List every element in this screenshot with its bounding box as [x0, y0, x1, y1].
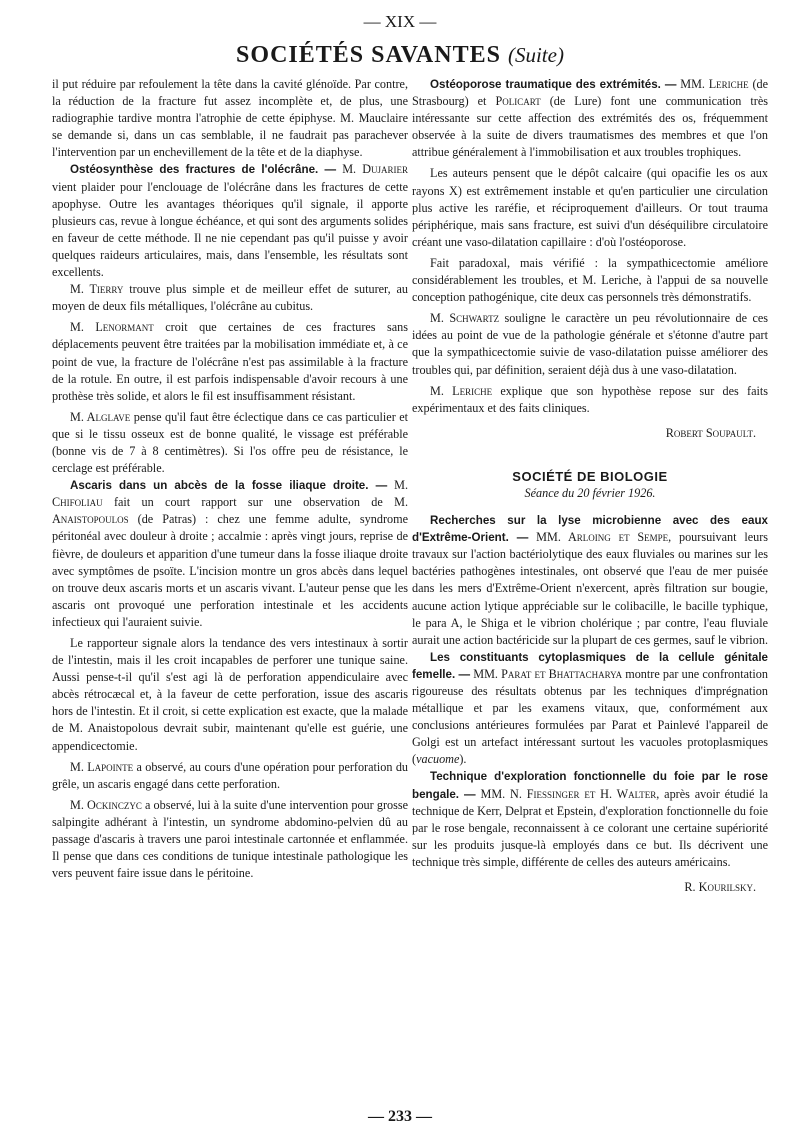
author-name: M. Schwartz: [430, 311, 500, 326]
section-title-suffix: (Suite): [507, 43, 564, 67]
article-heading: Les constituants cytoplasmiques de la cellule génitale femelle. —: [412, 650, 768, 681]
paragraph-text: vient plaider pour l'enclouage de l'olécrâne dans les fractures de cette apophyse. Outre les avantages théoriques qu'il signale, il apporte plusieurs cas, revue à longue échéance, et qui sont des arguments solides en faveur de cette méthode. Il ne nie cependant pas qu'il puisse y avoir quelques raideurs articulaires, mais, dans l'ensemble, les résultats sont excellents.: [52, 179, 408, 280]
running-title: [0, 42, 800, 69]
paragraph: il put réduire par refoulement la tête dans la cavité glénoïde. Par contre, la réduction de la fracture fut assez incomplète et, de plus, une radiographie tardive montra l'atrophie de cette épiphyse. M. Mauclaire se demande si, dans un cas semblable, il ne faudrait pas parachever l'intervention par un enchevillement de la tête et de la diaphyse.: [52, 77, 408, 160]
right-column: [412, 76, 768, 896]
paragraph-text: pense qu'il faut être éclectique dans ce cas particulier et que si le tissu osseux est de bonne qualité, le vissage est préférable (bonne vis de 7 à 8 centimètres). Si l'os offre peu de résistance, le cerclage est préférable.: [52, 409, 409, 476]
paragraph: [412, 310, 768, 378]
paragraph-text: (de Strasbourg) et: [412, 77, 769, 109]
author-name: MM. Leriche: [680, 77, 749, 91]
paragraph: [412, 383, 768, 417]
society-title: SOCIÉTÉ DE BIOLOGIE: [512, 468, 668, 484]
paragraph: [52, 319, 408, 404]
paragraph-text: a observé, lui à la suite d'une intervention pour grosse salpingite adhérant à l'intestin, un syndrome abdomino-pelvien dû au passage d'ascaris à travers une paroi intestinale cartonnée et enflammée. Il pense que dans ces conditions de tunique intestinale pathologique les vers peuvent faire issue dans le péritoine.: [52, 797, 408, 881]
author-name: M. Lapointe: [70, 759, 134, 774]
paragraph: Les auteurs pensent que le dépôt calcaire (qui opacifie les os aux rayons X) est extrêmement instable et qu'en particulier une circulation plus active les raréfie, et réciproquement d'ailleurs. Or tout trauma périphérique, mais sans fracture, est suivi d'un déséquilibre circulatoire créant une vaso-dilatation capillaire : d'où l'ostéoporose.: [412, 166, 768, 249]
left-column: [52, 76, 408, 882]
author-name: M. Leriche: [430, 383, 493, 398]
paragraph-text: (de Patras) : chez une femme adulte, syndrome péritonéal avec douleur à droite ; accalmie : après vingt jours, reprise de fièvre, de douleurs et apparition d'une tumeur dans la fosse iliaque droite avec symptômes de psoïte. L'incision montre un gros abcès dans lequel on trouve deux ascaris morts et un ascaris vivant. L'auteur pense que les ascaris ont provoqué une perforation intestinale et les accidents infectieux qui l'auraient suivie.: [52, 512, 408, 629]
author-name: M. Ockinczyc: [70, 797, 142, 812]
paragraph: [412, 768, 768, 871]
author-name: MM. N. Fiessinger et H. Walter: [480, 786, 657, 801]
paragraph: [52, 161, 408, 281]
paragraph: [52, 797, 408, 882]
paragraph-text: ).: [459, 752, 467, 767]
session-date: Séance du 20 février 1926.: [524, 485, 656, 500]
paragraph-text: explique que son hypothèse repose sur des faits expérimentaux et des faits cliniques.: [412, 383, 769, 415]
paragraph-text: souligne le caractère un peu révolutionnaire de ces idées au point de vue de la pathologie générale et s'étonne d'autre part que la sympathicectomie suivie de vaso-dilatation puisse améliorer des troubles qui, par définition, seraient déjà dus à une vaso-dilatation.: [412, 311, 769, 377]
paragraph-text: , poursuivant leurs travaux sur l'action bactériolytique des eaux fluviales ou marines sur les bactéries pathogènes intestinales, ont observé que l'eau de mer puisée dans les mers d'Extrême-Orient n'exercent, après filtration sur bougie, aucune action lytique appréciable sur le colibacille, le bacille typhique, le para A, le Shiga et le vibrion cholérique ; par contre, l'eau fluviale aurait une action bactéricide sur la plupart de ces germes, sauf le vibrion.: [412, 530, 769, 647]
paragraph: [52, 759, 408, 793]
paragraph-text: , après avoir étudié la technique de Kerr, Delprat et Epstein, d'exploration fonctionnelle du foie par le rose bengale, reconnaissent à ce colorant une certaine supériorité sur les produits jusque-là employés dans ce but. Ils décrivent une technique très simple, différente de celles des auteurs américains.: [412, 786, 768, 869]
section-title: SOCIÉTÉS SAVANTES: [236, 42, 501, 68]
paragraph-text: montre par une confrontation rigoureuse des résultats obtenus par les techniques d'imprégnation métallique et par les examens vitaux, que, conformément aux conclusions antérieures formulées par Parat et Painlevé l'appareil de Golgi est un artefact intéressant surtout les vacuoles protoplasmiques (: [412, 666, 768, 767]
author-name: MM. Parat et Bhattacharya: [473, 666, 623, 681]
article-heading: Ascaris dans un abcès de la fosse iliaque droite. —: [70, 479, 388, 493]
paragraph-text: trouve plus simple et de meilleur effet de suturer, au moyen de deux fils métalliques, l'olécrâne au cubitus.: [52, 282, 408, 314]
paragraph-text: fait un court rapport sur une observation de: [102, 495, 395, 510]
author-name: M. Alglave: [70, 409, 131, 424]
author-name: M. Lenormant: [70, 320, 154, 335]
signature: R. Kourilsky.: [684, 880, 756, 895]
author-name: Policart: [495, 94, 541, 109]
signature: Robert Soupault.: [665, 425, 756, 440]
paragraph-text: a observé, au cours d'une opération pour perforation du grêle, un ascaris engagé dans cette perforation.: [52, 759, 409, 791]
author-name: MM. Arloing et Sempe: [536, 530, 669, 545]
article-heading: Ostéosynthèse des fractures de l'olécrâne. —: [70, 163, 337, 177]
paragraph-text: croit que certaines de ces fractures sans déplacements peuvent être traitées par la mobilisation immédiate et, à ce point de vue, la fracture de l'olécrâne n'est pas assimilable à la fracture de la rotule. En outre, il est parfois indispensable d'avoir recours à une prothèse très solide, et alors le fil est insuffisamment résistant.: [52, 320, 408, 403]
article-heading: Ostéoporose traumatique des extrémités. —: [430, 78, 677, 91]
author-name: M. Chifoliau: [52, 478, 409, 510]
paragraph: Le rapporteur signale alors la tendance des vers intestinaux à sortir de l'intestin, mais il les croit incapables de perforer une tunique saine. Aussi pense-t-il qu'il s'est agi là de perforation appendiculaire avec abcès rétrocæcal et, à la faveur de cette perforation, issue des ascaris hors de l'intestin. Et il croit, si cette explication est exacte, que la malade de M. Anaistopolous devrait subir, maintenant qu'elle est guérie, une appendicectomie.: [52, 636, 408, 753]
article-heading: Technique d'exploration fonctionnelle du foie par le rose bengale. —: [412, 770, 768, 801]
page-number: — 233 —: [368, 1108, 432, 1125]
paragraph: [52, 281, 408, 315]
author-name: M. Tierry: [70, 282, 124, 297]
paragraph: [412, 512, 768, 649]
author-name: M. Dujarier: [342, 162, 409, 177]
paragraph: Fait paradoxal, mais vérifié : la sympathicectomie améliore considérablement les troubles, et M. Leriche, à l'appui de sa nouvelle conception pathogénique, cite deux cas personnels très démonstratifs.: [412, 255, 768, 305]
paragraph: [52, 409, 408, 477]
article-heading: Recherches sur la lyse microbienne avec des eaux d'Extrême-Orient. —: [412, 514, 768, 545]
author-name: M. Anaistopoulos: [52, 495, 408, 527]
paragraph: [412, 649, 768, 769]
roman-page-number: — XIX —: [363, 12, 437, 31]
paragraph: [412, 76, 768, 161]
italic-term: vacuome: [416, 752, 460, 767]
paragraph-text: (de Lure) font une communication très intéressante sur cette affection des extrémités des os, fréquemment observée à la suite de divers traumatismes des membres et que l'on attribue généralement à l'immobilisation et aux troubles trophiques.: [412, 94, 768, 160]
paragraph: [52, 477, 408, 631]
